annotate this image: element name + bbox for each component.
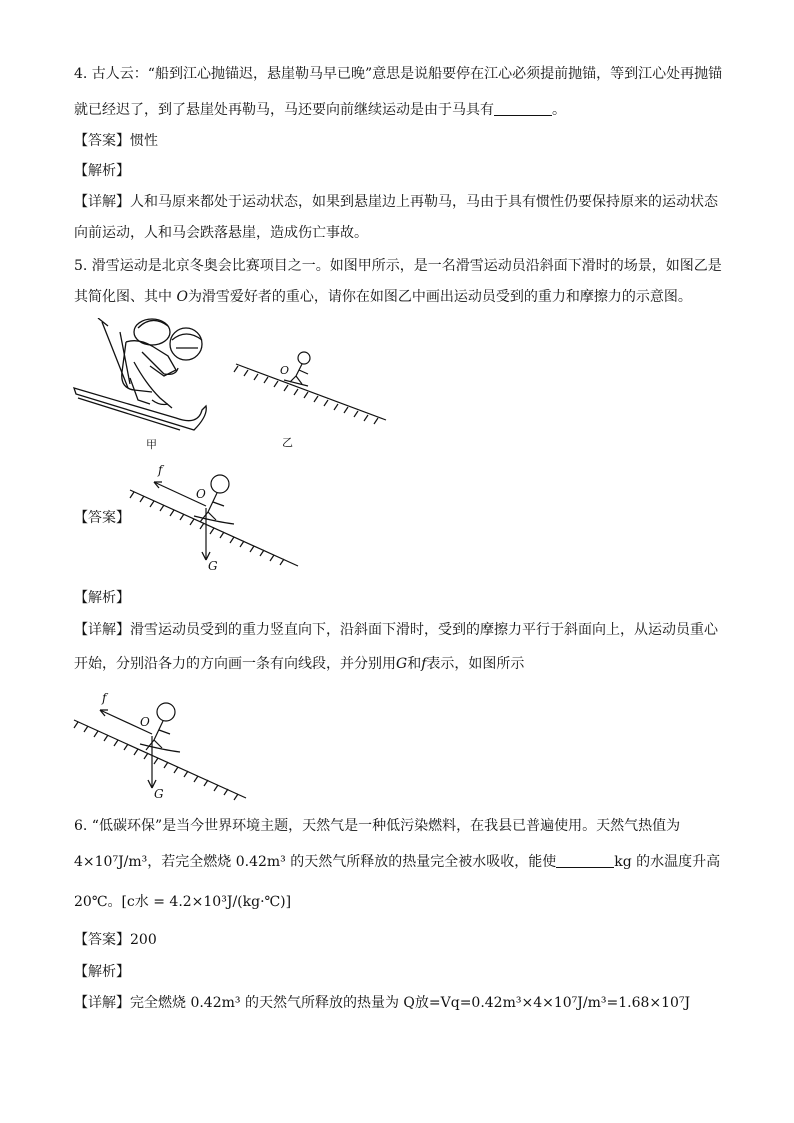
q5-stem-line2: [74, 287, 692, 307]
detail-tag: 【详解】: [74, 995, 130, 1011]
answer-text: 200: [130, 932, 157, 948]
detail-text: 人和马原来都处于运动状态，如果到悬崖边上再勒马，马由于具有惯性仍要保持原来的运动状态: [130, 194, 718, 210]
q6-stem-text: 4×10⁷J/m³，若完全燃烧 0.42m³ 的天然气所释放的热量完全被水吸收，能使: [74, 854, 557, 870]
q4-detail-line2: 向前运动，人和马会跌落悬崖，造成伤亡事故。: [74, 225, 368, 241]
q6-detail-line1: [74, 993, 690, 1013]
center-label: O: [140, 715, 150, 729]
q6-stem-text-2: kg 的水温度升高: [614, 854, 721, 870]
q6-stem-line2: [74, 852, 720, 872]
figure-yi-label: 乙: [282, 436, 293, 449]
friction-label: f: [158, 463, 163, 477]
q5-analysis-tag: 【解析】: [74, 590, 130, 606]
detail-text: 表示，如图所示: [426, 656, 525, 672]
q5-stem-text-2: 为滑雪爱好者的重心，请你在如图乙中画出运动员受到的重力和摩擦力的示意图。: [187, 289, 692, 305]
q5-detail-line2: [74, 654, 524, 674]
q6-stem-line3: 20℃。[c水 = 4.2×10³J/(kg·℃)]: [74, 894, 292, 910]
detail-tag: 【详解】: [74, 194, 130, 210]
q4-analysis-tag: 【解析】: [74, 163, 130, 179]
detail-text: 开始，分别沿各力的方向画一条有向线段，并分别用: [74, 656, 396, 672]
answer-blank: [494, 101, 552, 116]
q4-stem-line1: 4. 古人云：“船到江心抛锚迟，悬崖勒马早已晚”意思是说船要停在江心必须提前抛锚，等到江心处再抛锚: [74, 66, 723, 82]
skier-figures: [68, 318, 398, 458]
explanation-force-diagram: [70, 690, 250, 806]
q5-stem-text: 其简化图、其中: [74, 289, 177, 305]
answer-tag: 【答案】: [74, 932, 130, 948]
friction-symbol: f: [421, 656, 427, 672]
detail-text: 和: [407, 656, 422, 672]
detail-tag: 【详解】: [74, 622, 130, 638]
friction-label: f: [102, 691, 107, 705]
q5-detail-line1: [74, 620, 718, 640]
detail-text: 完全燃烧 0.42m³ 的天然气所释放的热量为 Q放=Vq=0.42m³×4×10⁷J/m³=1.68×10⁷J: [130, 995, 691, 1011]
q4-stem-line2: [74, 100, 566, 120]
answer-tag: 【答案】: [74, 133, 130, 149]
skier-illustration-jia: [74, 318, 206, 430]
gravity-symbol: G: [396, 656, 408, 672]
center-o-label: O: [176, 289, 188, 305]
answer-text: 惯性: [130, 133, 158, 149]
figure-jia-label: 甲: [146, 438, 157, 451]
incline-diagram-yi: [234, 352, 386, 424]
center-label: O: [196, 487, 206, 501]
q4-detail-line1: [74, 192, 718, 212]
figure-o-label: O: [280, 364, 290, 377]
detail-text: 滑雪运动员受到的重力竖直向下，沿斜面下滑时，受到的摩擦力平行于斜面向上，从运动员重心: [130, 622, 718, 638]
q6-analysis-tag: 【解析】: [74, 964, 130, 980]
q6-stem-line1: 6. “低碳环保”是当今世界环境主题，天然气是一种低污染燃料，在我县已普遍使用。天然气热值为: [74, 818, 681, 834]
q4-stem-text: 就已经迟了，到了悬崖处再勒马，马还要向前继续运动是由于马具有: [74, 102, 494, 118]
gravity-label: G: [208, 559, 218, 573]
q5-answer-tag: 【答案】: [74, 510, 130, 526]
q4-stem-end: 。: [552, 102, 566, 118]
q5-stem-line1: 5. 滑雪运动是北京冬奥会比赛项目之一。如图甲所示，是一名滑雪运动员沿斜面下滑时的场景，如图乙是: [74, 258, 722, 274]
gravity-label: G: [154, 787, 164, 801]
q4-answer: [74, 131, 158, 151]
answer-force-diagram: [124, 460, 304, 576]
q6-answer: [74, 930, 157, 950]
answer-blank: [556, 853, 614, 868]
